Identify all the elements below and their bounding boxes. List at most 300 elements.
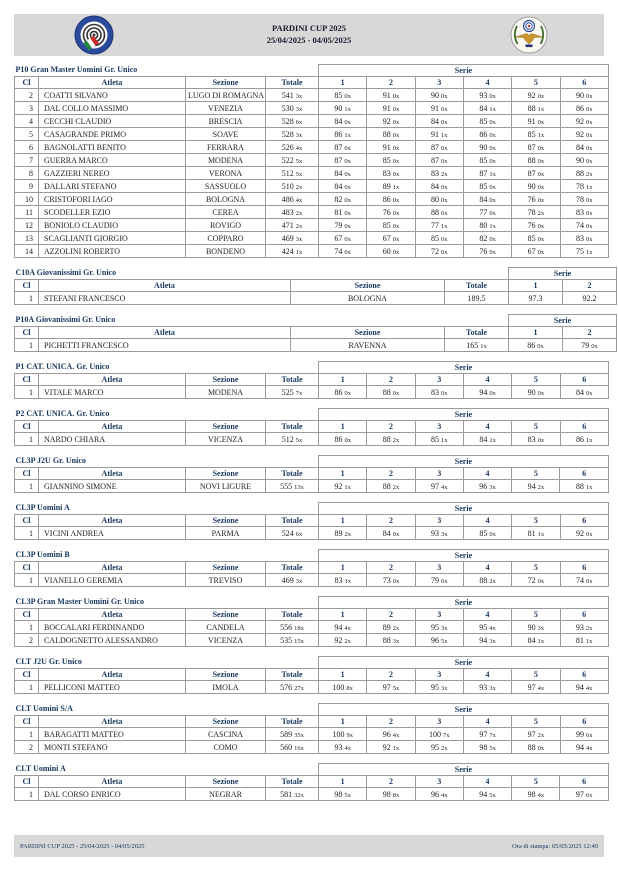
section-title: P2 CAT. UNICA. Gr. Unico — [15, 409, 110, 419]
club-emblem-icon — [510, 16, 548, 59]
col-header-serie: 5 — [512, 669, 560, 681]
results-section — [14, 64, 608, 258]
x-count: 0x — [392, 157, 400, 165]
cell-totale: 555 13x — [266, 480, 319, 493]
col-header-serie: 4 — [463, 515, 511, 527]
col-header-serie: 5 — [512, 515, 560, 527]
col-header-totale: Totale — [266, 468, 319, 480]
x-count: 2x — [392, 624, 400, 632]
x-count: 5x — [489, 744, 496, 752]
result-row — [15, 245, 609, 258]
cell-sezione: PARMA — [186, 527, 266, 540]
cell-serie: 85 0x — [463, 180, 511, 193]
col-header-serie: 2 — [367, 374, 415, 386]
cell-serie: 67 0x — [367, 232, 415, 245]
results-section — [14, 455, 608, 493]
col-header-sezione: Sezione — [186, 609, 266, 621]
x-count: 3x — [489, 684, 496, 692]
cell-sezione: CASCINA — [186, 728, 266, 741]
result-row — [15, 681, 609, 694]
cell-serie: 88 1x — [560, 480, 608, 493]
cell-serie: 92 0x — [560, 128, 608, 141]
cell-serie: 74 0x — [319, 245, 367, 258]
x-count: 0x — [537, 235, 545, 243]
cell-serie: 98 8x — [367, 788, 415, 801]
col-header-serie: 3 — [415, 468, 463, 480]
cell-serie: 86 0x — [319, 433, 367, 446]
cell-sezione: SASSUOLO — [186, 180, 266, 193]
cell-totale: 556 18x — [266, 621, 319, 634]
cell-cl: 1 — [15, 527, 39, 540]
cell-serie: 88 0x — [367, 128, 415, 141]
cell-totale: 576 27x — [266, 681, 319, 694]
cell-cl: 1 — [15, 433, 39, 446]
event-dates: 25/04/2025 - 04/05/2025 — [266, 35, 352, 45]
x-count: 0x — [441, 92, 448, 100]
col-header-serie: 6 — [560, 468, 608, 480]
x-count: 0x — [537, 577, 545, 585]
cell-sezione: RAVENNA — [291, 339, 445, 352]
cell-serie: 87 0x — [319, 154, 367, 167]
col-header-atleta: Atleta — [39, 515, 186, 527]
cell-cl: 8 — [15, 167, 39, 180]
header-banner — [14, 14, 604, 56]
x-count: 0x — [344, 209, 351, 217]
cell-serie: 77 1x — [415, 219, 463, 232]
cell-sezione: BRESCIA — [186, 115, 266, 128]
result-row — [15, 206, 609, 219]
results-section — [14, 656, 608, 694]
col-header-serie: 2 — [367, 716, 415, 728]
col-header-sezione: Sezione — [186, 669, 266, 681]
cell-serie: 96 4x — [367, 728, 415, 741]
cell-serie: 94 4x — [560, 741, 608, 754]
result-row — [15, 621, 609, 634]
x-count: 5x — [441, 637, 448, 645]
col-header-sezione: Sezione — [186, 562, 266, 574]
x-count: 0x — [489, 183, 496, 191]
x-count: 0x — [537, 157, 545, 165]
x-count: 0x — [392, 105, 400, 113]
cell-serie: 88 2x — [463, 574, 511, 587]
cell-serie: 86 0x — [509, 339, 563, 352]
x-count: 8x — [392, 791, 400, 799]
x-count: 0x — [585, 389, 593, 397]
cell-cl: 1 — [15, 621, 39, 634]
cell-serie: 84 1x — [463, 102, 511, 115]
col-header-serie: 1 — [319, 374, 367, 386]
cell-totale: 589 35x — [266, 728, 319, 741]
cell-atleta: PICHETTI FRANCESCO — [39, 339, 291, 352]
x-count: 13x — [294, 483, 304, 491]
col-header-cl: Cl — [15, 669, 39, 681]
col-header-atleta: Atleta — [39, 327, 291, 339]
col-header-cl: Cl — [15, 776, 39, 788]
cell-serie: 83 0x — [560, 232, 608, 245]
cell-serie: 92 0x — [512, 89, 560, 102]
x-count: 4x — [537, 791, 545, 799]
col-header-serie: 1 — [319, 609, 367, 621]
col-header-serie: 4 — [463, 716, 511, 728]
col-header-atleta: Atleta — [39, 468, 186, 480]
x-count: 3x — [441, 530, 448, 538]
cell-atleta: BONIOLO CLAUDIO — [39, 219, 186, 232]
x-count: 0x — [344, 92, 351, 100]
col-header-serie: 4 — [463, 77, 511, 89]
cell-serie: 88 3x — [367, 634, 415, 647]
x-count: 0x — [441, 105, 448, 113]
cell-serie: 79 0x — [319, 219, 367, 232]
cell-atleta: CASAGRANDE PRIMO — [39, 128, 186, 141]
cell-sezione: FERRARA — [186, 141, 266, 154]
x-count: 0x — [489, 235, 496, 243]
x-count: 1x — [489, 105, 496, 113]
col-header-serie: 1 — [319, 421, 367, 433]
cell-serie: 95 4x — [463, 621, 511, 634]
cell-serie: 84 0x — [319, 180, 367, 193]
cell-sezione: COPPARO — [186, 232, 266, 245]
cell-cl: 2 — [15, 89, 39, 102]
x-count: 4x — [392, 731, 400, 739]
cell-atleta: SCODELLER EZIO — [39, 206, 186, 219]
x-count: 0x — [392, 118, 400, 126]
x-count: 0x — [585, 530, 593, 538]
col-header-serie: 4 — [463, 468, 511, 480]
col-header-sezione: Sezione — [186, 468, 266, 480]
col-header-serie: 2 — [367, 609, 415, 621]
x-count: 4x — [537, 684, 545, 692]
section-title: CL3P J2U Gr. Unico — [15, 456, 86, 466]
section-title: CL3P Gran Master Uomini Gr. Unico — [15, 597, 144, 607]
cell-atleta: COATTI SILVANO — [39, 89, 186, 102]
col-header-cl: Cl — [15, 515, 39, 527]
cell-serie: 86 1x — [319, 128, 367, 141]
col-header-serie: 6 — [560, 669, 608, 681]
col-header-cl: Cl — [15, 280, 39, 292]
cell-totale: 469 3x — [266, 574, 319, 587]
cell-cl: 10 — [15, 193, 39, 206]
cell-atleta: BAGNOLATTI BENITO — [39, 141, 186, 154]
result-row — [15, 141, 609, 154]
col-header-cl: Cl — [15, 77, 39, 89]
x-count: 1x — [585, 436, 593, 444]
cell-cl: 12 — [15, 219, 39, 232]
x-count: 4x — [344, 624, 351, 632]
cell-serie: 95 2x — [415, 741, 463, 754]
x-count: 0x — [489, 389, 496, 397]
results-section — [14, 361, 608, 399]
x-count: 0x — [585, 131, 593, 139]
cell-serie: 92.2 — [563, 292, 617, 305]
x-count: 1x — [537, 637, 545, 645]
cell-atleta: VIANELLO GEREMIA — [39, 574, 186, 587]
cell-atleta: DAL CORSO ENRICO — [39, 788, 186, 801]
result-row — [15, 154, 609, 167]
cell-cl: 4 — [15, 115, 39, 128]
cell-serie: 84 0x — [415, 115, 463, 128]
x-count: 0x — [489, 196, 496, 204]
x-count: 3x — [441, 624, 448, 632]
x-count: 0x — [344, 118, 351, 126]
result-row — [15, 433, 609, 446]
serie-header: Serie — [319, 409, 609, 421]
cell-serie: 86 1x — [560, 433, 608, 446]
cell-serie: 97.3 — [509, 292, 563, 305]
x-count: 1x — [489, 222, 496, 230]
x-count: 1x — [480, 342, 487, 350]
cell-totale: 424 1x — [266, 245, 319, 258]
result-row — [15, 102, 609, 115]
cell-serie: 97 6x — [560, 788, 608, 801]
cell-sezione: CANDELA — [186, 621, 266, 634]
x-count: 1x — [344, 131, 351, 139]
cell-serie: 73 0x — [367, 574, 415, 587]
cell-cl: 1 — [15, 339, 39, 352]
footer-print-time: Ora di stampa: 05/05/2025 12:40 — [512, 842, 598, 850]
cell-sezione: SOAVE — [186, 128, 266, 141]
col-header-sezione: Sezione — [291, 280, 445, 292]
cell-serie: 87 0x — [512, 167, 560, 180]
x-count: 0x — [585, 92, 593, 100]
cell-atleta: PELLICONI MATTEO — [39, 681, 186, 694]
cell-serie: 84 0x — [463, 193, 511, 206]
cell-cl: 1 — [15, 788, 39, 801]
col-header-totale: Totale — [445, 280, 509, 292]
col-header-sezione: Sezione — [186, 776, 266, 788]
cell-serie: 72 0x — [415, 245, 463, 258]
results-section — [14, 408, 608, 446]
cell-serie: 85 0x — [463, 154, 511, 167]
x-count: 0x — [489, 530, 496, 538]
section-title: CL3P Uomini B — [15, 550, 70, 560]
x-count: 0x — [537, 196, 545, 204]
col-header-serie: 6 — [560, 776, 608, 788]
cell-atleta: NARDO CHIARA — [39, 433, 186, 446]
cell-totale: 469 3x — [266, 232, 319, 245]
cell-serie: 100 7x — [415, 728, 463, 741]
cell-serie: 76 0x — [512, 219, 560, 232]
cell-cl: 7 — [15, 154, 39, 167]
x-count: 0x — [392, 222, 400, 230]
cell-serie: 93 3x — [415, 527, 463, 540]
col-header-sezione: Sezione — [186, 374, 266, 386]
col-header-totale: Totale — [266, 669, 319, 681]
cell-serie: 90 0x — [512, 386, 560, 399]
cell-serie: 67 0x — [512, 245, 560, 258]
col-header-atleta: Atleta — [39, 374, 186, 386]
col-header-serie: 6 — [560, 77, 608, 89]
cell-serie: 79 0x — [563, 339, 617, 352]
col-header-serie: 6 — [560, 515, 608, 527]
cell-serie: 79 0x — [415, 574, 463, 587]
x-count: 3x — [489, 637, 496, 645]
cell-serie: 85 0x — [512, 232, 560, 245]
x-count: 0x — [537, 118, 545, 126]
x-count: 0x — [392, 389, 400, 397]
cell-serie: 60 0x — [367, 245, 415, 258]
x-count: 3x — [295, 577, 303, 585]
cell-serie: 82 0x — [319, 193, 367, 206]
cell-serie: 98 5x — [463, 741, 511, 754]
col-header-serie: 1 — [509, 327, 563, 339]
cell-totale: 535 15x — [266, 634, 319, 647]
cell-serie: 97 4x — [415, 480, 463, 493]
x-count: 4x — [440, 483, 448, 491]
cell-serie: 85 0x — [319, 89, 367, 102]
col-header-serie: 5 — [512, 468, 560, 480]
x-count: 6x — [295, 530, 303, 538]
cell-totale: 510 2x — [266, 180, 319, 193]
cell-serie: 91 0x — [415, 102, 463, 115]
x-count: 0x — [392, 170, 400, 178]
result-row — [15, 339, 617, 352]
cell-cl: 11 — [15, 206, 39, 219]
x-count: 0x — [441, 157, 448, 165]
cell-serie: 94 4x — [319, 621, 367, 634]
cell-serie: 85 1x — [512, 128, 560, 141]
x-count: 0x — [537, 248, 545, 256]
x-count: 0x — [344, 196, 351, 204]
cell-serie: 77 0x — [463, 206, 511, 219]
cell-serie: 91 0x — [512, 115, 560, 128]
cell-totale: 528 3x — [266, 128, 319, 141]
x-count: 0x — [392, 209, 400, 217]
x-count: 2x — [441, 744, 448, 752]
x-count: 7x — [489, 731, 496, 739]
x-count: 5x — [344, 791, 351, 799]
cell-serie: 85 0x — [367, 219, 415, 232]
cell-serie: 76 0x — [512, 193, 560, 206]
cell-serie: 94 3x — [463, 634, 511, 647]
results-section — [14, 314, 608, 352]
cell-serie: 95 3x — [415, 621, 463, 634]
col-header-serie: 3 — [415, 609, 463, 621]
cell-serie: 87 0x — [415, 141, 463, 154]
x-count: 0x — [441, 209, 448, 217]
x-count: 0x — [585, 209, 593, 217]
x-count: 0x — [585, 222, 593, 230]
col-header-totale: Totale — [266, 374, 319, 386]
cell-serie: 92 0x — [367, 115, 415, 128]
cell-serie: 92 1x — [319, 480, 367, 493]
section-title: P1 CAT. UNICA. Gr. Unico — [15, 362, 110, 372]
cell-atleta: MONTI STEFANO — [39, 741, 186, 754]
col-header-serie: 5 — [512, 77, 560, 89]
x-count: 4x — [585, 684, 593, 692]
x-count: 3x — [295, 105, 303, 113]
col-header-serie: 2 — [367, 776, 415, 788]
page-title: PARDINI CUP 2025 — [272, 23, 346, 33]
x-count: 7x — [295, 389, 303, 397]
col-header-cl: Cl — [15, 421, 39, 433]
cell-atleta: GAZZIERI NEREO — [39, 167, 186, 180]
cell-cl: 3 — [15, 102, 39, 115]
col-header-totale: Totale — [266, 609, 319, 621]
col-header-serie: 5 — [512, 609, 560, 621]
x-count: 0x — [392, 530, 400, 538]
result-row — [15, 527, 609, 540]
cell-serie: 96 4x — [415, 788, 463, 801]
x-count: 0x — [537, 144, 545, 152]
x-count: 4x — [295, 144, 303, 152]
x-count: 3x — [392, 637, 400, 645]
cell-sezione: IMOLA — [186, 681, 266, 694]
col-header-serie: 3 — [415, 77, 463, 89]
x-count: 4x — [344, 744, 351, 752]
x-count: 2x — [489, 577, 496, 585]
cell-serie: 94 4x — [560, 681, 608, 694]
x-count: 3x — [295, 235, 303, 243]
col-header-cl: Cl — [15, 609, 39, 621]
x-count: 0x — [537, 744, 545, 752]
cell-cl: 2 — [15, 741, 39, 754]
x-count: 0x — [441, 577, 448, 585]
x-count: 5x — [489, 791, 496, 799]
cell-totale: 581 32x — [266, 788, 319, 801]
cell-atleta: BARAGATTI MATTEO — [39, 728, 186, 741]
x-count: 0x — [441, 144, 448, 152]
cell-atleta: VICINI ANDREA — [39, 527, 186, 540]
cell-serie: 86 0x — [463, 128, 511, 141]
cell-serie: 84 0x — [560, 141, 608, 154]
x-count: 1x — [344, 105, 351, 113]
cell-serie: 96 3x — [463, 480, 511, 493]
x-count: 2x — [537, 731, 545, 739]
x-count: 2x — [392, 483, 400, 491]
col-header-serie: 5 — [512, 374, 560, 386]
cell-serie: 94 2x — [512, 480, 560, 493]
cell-serie: 84 1x — [512, 634, 560, 647]
col-header-sezione: Sezione — [186, 716, 266, 728]
cell-totale: 512 5x — [266, 167, 319, 180]
col-header-atleta: Atleta — [39, 562, 186, 574]
x-count: 1x — [489, 436, 496, 444]
x-count: 0x — [585, 196, 593, 204]
section-title: CLT Uomini S/A — [15, 704, 73, 714]
result-row — [15, 480, 609, 493]
col-header-serie: 2 — [563, 327, 617, 339]
x-count: 1x — [537, 530, 545, 538]
cell-serie: 90 3x — [512, 621, 560, 634]
col-header-cl: Cl — [15, 562, 39, 574]
x-count: 1x — [585, 637, 593, 645]
cell-serie: 78 0x — [560, 193, 608, 206]
cell-serie: 86 0x — [319, 386, 367, 399]
cell-cl: 1 — [15, 386, 39, 399]
x-count: 2x — [585, 170, 593, 178]
cell-atleta: VITALE MARCO — [39, 386, 186, 399]
col-header-atleta: Atleta — [39, 609, 186, 621]
cell-serie: 78 2x — [512, 206, 560, 219]
col-header-totale: Totale — [266, 776, 319, 788]
x-count: 2x — [441, 170, 448, 178]
results-section — [14, 596, 608, 647]
x-count: 0x — [344, 170, 351, 178]
cell-sezione: COMO — [186, 741, 266, 754]
cell-totale: 165 1x — [445, 339, 509, 352]
cell-sezione: VERONA — [186, 167, 266, 180]
cell-cl: 6 — [15, 141, 39, 154]
cell-atleta: DALLARI STEFANO — [39, 180, 186, 193]
cell-cl: 1 — [15, 480, 39, 493]
cell-totale: 560 16x — [266, 741, 319, 754]
x-count: 15x — [294, 637, 304, 645]
x-count: 0x — [344, 436, 351, 444]
cell-cl: 1 — [15, 574, 39, 587]
col-header-cl: Cl — [15, 468, 39, 480]
cell-cl: 1 — [15, 681, 39, 694]
cell-serie: 74 0x — [560, 219, 608, 232]
